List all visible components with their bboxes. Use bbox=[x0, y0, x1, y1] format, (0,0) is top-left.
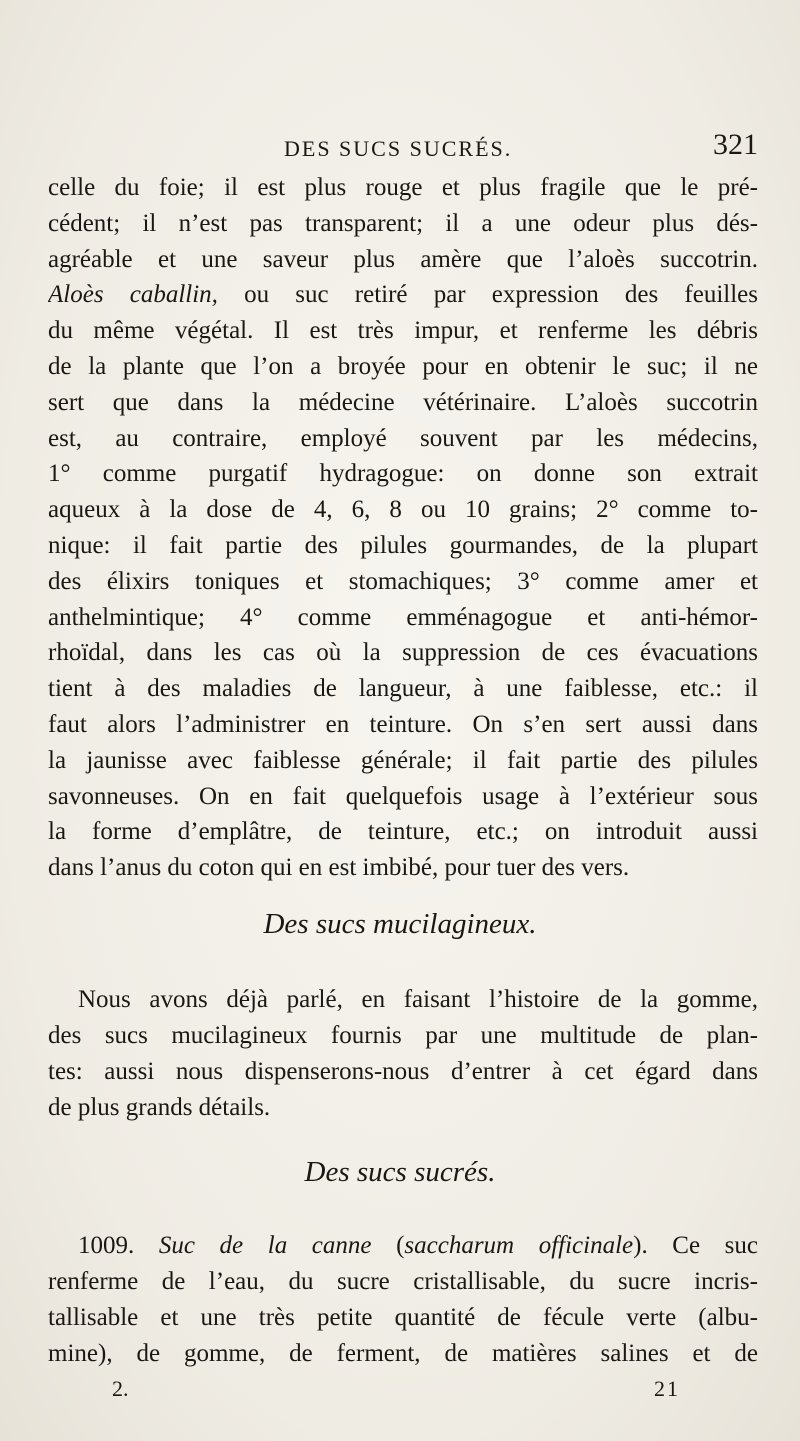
text-line: des élixirs toniques et stomachiques; 3° comme amer et bbox=[48, 567, 758, 595]
text-line: la forme d’emplâtre, de teinture, etc.; on introduit aussi bbox=[48, 818, 758, 846]
text-line: savonneuses. On en fait quelquefois usage à l’extérieur sous bbox=[48, 782, 758, 810]
text-line-1009 bbox=[48, 1228, 758, 1264]
page-footer bbox=[112, 1376, 680, 1406]
paragraph-mucilagineux bbox=[48, 982, 758, 1126]
aloes-caballin-term: Aloès caballin, bbox=[48, 281, 218, 309]
after-latin: ). Ce suc bbox=[633, 1232, 758, 1259]
text-line: mine), de gomme, de ferment, de matières salines et de bbox=[48, 1340, 758, 1367]
section-heading-mucilagineux: Des sucs mucilagineux. bbox=[263, 908, 537, 940]
aloes-caballin-rest: ou suc retiré par expression des feuilles bbox=[217, 281, 758, 309]
signature-mark-left: 2. bbox=[112, 1376, 129, 1401]
text-line: rhoïdal, dans les cas où la suppression de ces évacuations bbox=[48, 639, 758, 667]
page-number: 321 bbox=[713, 128, 758, 161]
paren-open: ( bbox=[371, 1232, 405, 1259]
text-line: Nous avons déjà parlé, en faisant l’histoire de la gomme, bbox=[78, 986, 758, 1013]
text-line: du même végétal. Il est très impur, et renferme les débris bbox=[48, 317, 758, 345]
text-line: renferme de l’eau, du sucre cristallisable, du sucre incris- bbox=[48, 1268, 758, 1295]
text-line: 1° comme purgatif hydragogue: on donne son extrait bbox=[48, 460, 758, 488]
paragraph-1009 bbox=[48, 1228, 758, 1372]
text-line: cédent; il n’est pas transparent; il a une odeur plus dés- bbox=[48, 209, 758, 237]
paragraph-number: 1009. bbox=[78, 1232, 135, 1259]
text-line: tes: aussi nous dispenserons-nous d’entrer à cet égard dans bbox=[48, 1058, 758, 1085]
text-line: faut alors l’administrer en teinture. On s’en sert aussi dans bbox=[48, 710, 758, 738]
text-line: dans l’anus du coton qui en est imbibé, pour tuer des vers. bbox=[48, 854, 630, 882]
suc-canne-term: Suc de la canne bbox=[158, 1232, 372, 1259]
text-line: nique: il fait partie des pilules gourmandes, de la plupart bbox=[48, 531, 758, 559]
text-line: sert que dans la médecine vétérinaire. L’aloès succotrin bbox=[48, 388, 758, 416]
signature-mark-right: 21 bbox=[654, 1376, 680, 1401]
running-head: DES SUCS SUCRÉS. bbox=[284, 136, 513, 161]
text-line: aqueux à la dose de 4, 6, 8 ou 10 grains; 2° comme to- bbox=[48, 496, 758, 524]
text-line: agréable et une saveur plus amère que l’aloès succotrin. bbox=[48, 245, 758, 273]
text-line: tient à des maladies de langueur, à une faiblesse, etc.: il bbox=[48, 675, 758, 703]
text-line-aloes bbox=[48, 277, 758, 313]
text-line: de plus grands détails. bbox=[48, 1094, 271, 1121]
page-header bbox=[48, 124, 760, 168]
section-heading-sucres: Des sucs sucrés. bbox=[304, 1156, 496, 1188]
text-line: celle du foie; il est plus rouge et plus fragile que le pré- bbox=[48, 174, 758, 201]
latin-name: saccharum officinale bbox=[404, 1232, 634, 1259]
text-line: de la plante que l’on a broyée pour en obtenir le suc; il ne bbox=[48, 352, 758, 380]
text-line: est, au contraire, employé souvent par les médecins, bbox=[48, 424, 758, 452]
text-line: anthelmintique; 4° comme emménagogue et anti-hémor- bbox=[48, 603, 758, 631]
continued-paragraph bbox=[48, 170, 758, 886]
text-line: la jaunisse avec faiblesse générale; il fait partie des pilules bbox=[48, 746, 758, 774]
text-line: des sucs mucilagineux fournis par une multitude de plan- bbox=[48, 1022, 758, 1049]
text-line: tallisable et une très petite quantité de fécule verte (albu- bbox=[48, 1304, 758, 1331]
